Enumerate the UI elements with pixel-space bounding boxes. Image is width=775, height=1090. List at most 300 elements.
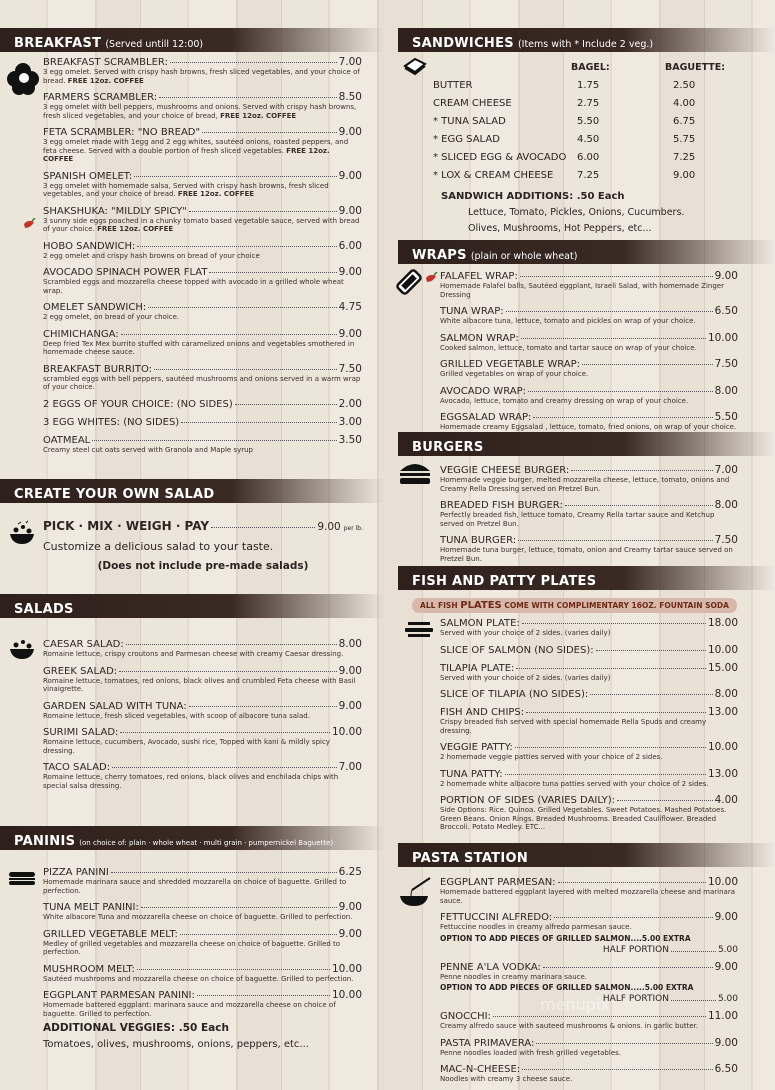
sandwich-row — [433, 116, 753, 134]
item-name: OMELET SANDWICH: — [43, 302, 147, 313]
menu-item — [440, 688, 738, 700]
half-portion — [440, 945, 738, 955]
dot-leader — [119, 671, 336, 672]
item-name: PIZZA PANINI — [43, 867, 109, 878]
item-name: PORTION OF SIDES (VARIES DAILY): — [440, 795, 615, 806]
item-description — [440, 629, 738, 638]
menu-item — [440, 741, 738, 762]
item-price: 9.00 — [338, 266, 362, 278]
dot-leader — [536, 1043, 712, 1044]
item-price: 10.00 — [331, 726, 362, 738]
item-price: 7.50 — [714, 358, 738, 370]
burger-icon — [398, 461, 432, 485]
item-price: 7.00 — [714, 464, 738, 476]
item-description — [43, 103, 362, 120]
item-price: 10.00 — [707, 331, 738, 344]
item-description — [440, 718, 738, 735]
menu-item — [440, 706, 738, 735]
banner-text: COME WITH COMPLIMENTARY 16OZ. FOUNTAIN SODA — [504, 601, 729, 610]
item-price: 10.00 — [707, 741, 738, 753]
item-description — [43, 138, 362, 164]
menu-item — [43, 205, 362, 234]
menu-item — [440, 768, 738, 789]
item-name: GRILLED VEGETABLE MELT: — [43, 928, 178, 940]
item-name: BREAKFAST SCRAMBLER: — [43, 57, 168, 68]
item-description — [440, 973, 738, 982]
dot-leader — [189, 706, 337, 707]
description-text: 2 egg omelet and crispy hash browns on bread of your choice — [43, 251, 260, 260]
description-text: 3 egg omelet with bell peppers, mushrooms and onions. Served with crispy hash browns, fresh sliced vegetables, and your choice of bread, — [43, 103, 357, 120]
section-subtitle: (Served untill 12:00) — [105, 39, 204, 50]
dot-leader — [92, 440, 336, 441]
item-description — [43, 677, 362, 694]
item-price: 9.00 — [714, 270, 738, 282]
item-price: 7.00 — [338, 56, 362, 68]
menu-item — [43, 866, 362, 895]
dot-leader — [520, 276, 713, 277]
dot-leader — [518, 540, 712, 541]
item-price: 9.00 — [338, 327, 362, 340]
menu-item — [43, 963, 362, 984]
dot-leader — [515, 747, 706, 748]
menu-item — [43, 363, 362, 392]
menu-item — [440, 305, 738, 326]
item-description — [43, 913, 362, 922]
item-description — [440, 344, 738, 353]
item-name: SPANISH OMELET: — [43, 170, 133, 182]
dot-leader — [533, 417, 712, 418]
item-name: OATMEAL — [43, 434, 91, 446]
item-price: 2.00 — [338, 397, 362, 410]
menu-item — [43, 240, 362, 261]
section-header-wraps — [398, 240, 775, 264]
menu-item — [43, 434, 362, 455]
item-name: CHIMICHANGA: — [43, 328, 119, 340]
item-description — [440, 674, 738, 683]
section-title: BREAKFAST — [14, 36, 102, 51]
menu-item — [440, 662, 738, 683]
fried-egg-icon — [6, 62, 40, 96]
sandwich-name: BUTTER — [433, 80, 473, 91]
item-description — [440, 370, 738, 379]
item-price: 8.00 — [714, 499, 738, 511]
item-name: FARMERS SCRAMBLER: — [43, 92, 158, 103]
description-text: 3 egg omelet made with 1egg and 2 egg whites, sautéed onions, roasted peppers, and feta cheese. Served with a double portion of fresh sliced vegetables. — [43, 138, 349, 155]
item-name: PASTA PRIMAVERA: — [440, 1037, 535, 1049]
item-price: 8.50 — [338, 91, 362, 103]
section-header-salads — [0, 594, 385, 618]
section-subtitle: (Items with * Include 2 veg.) — [517, 39, 654, 50]
item-option: OPTION TO ADD PIECES OF GRILLED SALMON.....5.00 EXTRA — [440, 983, 694, 992]
item-price: 9.00 — [338, 927, 362, 940]
description-text: Penne noodles loaded with fresh grilled vegetables. — [440, 1048, 621, 1057]
item-price: 7.00 — [338, 761, 362, 773]
item-note: FREE 12oz. COFFEE — [43, 146, 330, 163]
salads-items — [43, 638, 362, 796]
menu-item — [440, 358, 738, 379]
item-description — [440, 888, 738, 905]
baguette-price: 9.00 — [673, 170, 696, 181]
dot-leader — [148, 307, 336, 308]
item-price: 13.00 — [707, 767, 738, 780]
menu-item — [43, 170, 362, 199]
item-name: GNOCCHI: — [440, 1011, 491, 1022]
dot-leader — [189, 211, 337, 212]
dot-leader — [528, 391, 713, 392]
banner-text: ALL FISH — [420, 601, 458, 610]
section-title: BURGERS — [412, 440, 484, 455]
item-price: 10.00 — [331, 989, 362, 1001]
section-header-pasta — [398, 843, 775, 867]
sandwich-name: CREAM CHEESE — [433, 98, 512, 109]
item-name: TUNA PATTY: — [440, 768, 503, 780]
item-description — [440, 282, 738, 299]
item-description — [440, 317, 738, 326]
description-text: 2 homemade white albacore tuna patties served with your choice of 2 sides. — [440, 779, 709, 788]
baguette-price: 6.75 — [673, 116, 696, 127]
description-text: White albacore Tuna and mozzarella cheese on choice of baguette. Grilled to perfection. — [43, 913, 353, 921]
dot-leader — [159, 97, 336, 98]
item-name: SLICE OF TILAPIA (NO SIDES): — [440, 689, 589, 700]
dot-leader — [235, 404, 337, 405]
sandwich-row — [433, 80, 753, 98]
item-price: 8.00 — [714, 384, 738, 397]
description-text: 3 egg omelet. Served with crispy hash browns, fresh sliced vegetables, and your choice of bread. — [43, 68, 360, 85]
item-price: 7.50 — [338, 362, 362, 375]
menu-item — [43, 726, 362, 755]
section-title: FISH AND PATTY PLATES — [412, 574, 597, 589]
baguette-price: 4.00 — [673, 98, 696, 109]
paninis-body — [43, 866, 362, 1050]
item-description — [43, 878, 362, 895]
section-header-create-salad — [0, 479, 385, 503]
dot-leader — [180, 934, 337, 935]
menu-item — [43, 901, 362, 922]
description-text: Grilled vegetables on wrap of your choice. — [440, 370, 589, 378]
description-text: 2 egg omelet, on bread of your choice. — [43, 313, 180, 321]
item-name: BREAKFAST BURRITO: — [43, 363, 153, 375]
item-description — [43, 340, 362, 357]
item-price: 6.50 — [714, 305, 738, 317]
item-name: FETTUCCINI ALFREDO: — [440, 912, 553, 923]
description-text: scrambled eggs with bell peppers, sautéed mushrooms and onions served in a warm wrap of your choice. — [43, 374, 361, 391]
menu-item — [440, 464, 738, 493]
item-price: 9.00 — [714, 960, 738, 973]
bagel-price: 6.00 — [577, 152, 600, 163]
item-price: 3.00 — [338, 415, 362, 428]
item-description — [43, 217, 362, 234]
create-salad-body — [43, 519, 363, 572]
item-price: 15.00 — [707, 661, 738, 674]
item-price: 9.00 — [338, 169, 362, 182]
item-description — [43, 1001, 362, 1018]
item-name: GRILLED VEGETABLE WRAP: — [440, 359, 580, 370]
item-price: 18.00 — [707, 617, 738, 629]
item-description — [43, 940, 362, 957]
item-description — [440, 423, 738, 432]
menu-item — [440, 385, 738, 406]
menu-item — [43, 989, 362, 1018]
item-name: SALMON WRAP: — [440, 332, 519, 344]
item-name: EGGPLANT PARMESAN: — [440, 877, 556, 888]
dot-leader — [505, 774, 706, 775]
item-price: 10.00 — [707, 643, 738, 656]
sandwich-row — [433, 134, 753, 152]
item-price: 4.75 — [338, 301, 362, 313]
description-text: Homemade tuna burger, lettuce, tomato, onion and Creamy tartar sauce served on Pretzel Bun. — [440, 546, 733, 563]
item-description — [440, 476, 738, 493]
breakfast-items — [43, 56, 362, 460]
item-name: SLICE OF SALMON (NO SIDES): — [440, 644, 594, 656]
menu-item — [440, 876, 738, 905]
dot-leader — [181, 422, 336, 423]
item-name: GARDEN SALAD WITH TUNA: — [43, 700, 187, 712]
description-text: Medley of grilled vegetables and mozzarella cheese on choice of baguette. Grilled to perfection. — [43, 939, 341, 956]
salad-bowl-icon — [8, 635, 36, 661]
dot-leader — [141, 907, 337, 908]
description-text: Homemade battered eggplant layered with melted mozzarella cheese and marinara sauce. — [440, 888, 735, 905]
item-price: 11.00 — [707, 1010, 738, 1022]
watermark: menupix — [540, 995, 610, 1014]
dot-leader — [516, 668, 706, 669]
item-name: CAESAR SALAD: — [43, 639, 124, 650]
item-price: 3.50 — [338, 433, 362, 446]
description-text: Creamy alfredo sauce with sauteed mushrooms & onions. in garlic butter. — [440, 1022, 699, 1030]
dot-leader — [170, 62, 337, 63]
create-salad-description: Customize a delicious salad to your taste. — [43, 540, 274, 553]
dot-leader — [590, 694, 712, 695]
item-note: FREE 12oz. COFFEE — [67, 76, 144, 85]
sandwich-additions-title: SANDWICH ADDITIONS: .50 Each — [441, 191, 625, 202]
menu-item — [43, 301, 362, 322]
description-text: 3 sunny side eggs poached in a chunky tomato based vegetable sauce, served with bread of your choice. — [43, 216, 360, 233]
banner-emphasis: PLATES — [460, 600, 502, 611]
chili-pepper-icon — [22, 218, 36, 230]
sandwich-name: * SLICED EGG & AVOCADO — [433, 152, 567, 163]
item-name: FETA SCRAMBLER: "NO BREAD" — [43, 127, 201, 138]
item-name: EGGPLANT PARMESAN PANINI: — [43, 990, 195, 1001]
menu-item — [440, 411, 738, 432]
menu-item — [440, 270, 738, 299]
price-unit: per lb. — [343, 525, 363, 532]
item-description — [43, 773, 362, 790]
item-name: SHAKSHUKA: "MILDLY SPICY" — [43, 205, 187, 217]
plates-icon — [405, 622, 433, 638]
item-name: TUNA BURGER: — [440, 535, 517, 546]
menu-item — [440, 534, 738, 563]
description-text: Homemade battered eggplant: marinara sauce and mozzarella cheese on choice of baguette. Grilled to perfection. — [43, 1001, 336, 1018]
paninis-items — [43, 866, 362, 1018]
item-price: 6.50 — [714, 1063, 738, 1075]
dot-leader — [126, 644, 337, 645]
menu-item — [440, 794, 738, 832]
item-price: 13.00 — [707, 706, 738, 718]
dot-leader — [506, 311, 713, 312]
item-name: BREADED FISH BURGER: — [440, 500, 563, 511]
additions-list: Tomatoes, olives, mushrooms, onions, peppers, etc... — [43, 1039, 309, 1050]
item-name: 3 EGG WHITES: (NO SIDES) — [43, 416, 180, 428]
menu-item — [43, 126, 362, 164]
description-text: Crispy breaded fish served with special homemade Rella Spuds and creamy dressing. — [440, 718, 707, 735]
section-title: CREATE YOUR OWN SALAD — [14, 487, 215, 502]
description-text: Avocado, lettuce, tomato and creamy dressing on wrap of your choice. — [440, 396, 689, 405]
section-header-breakfast — [0, 28, 385, 52]
dot-leader — [120, 732, 330, 733]
description-text: Homemade Falafel balls, Sautéed eggplant, Israeli Salad, with homemade Zinger Dressing — [440, 282, 724, 299]
fish-promo-banner — [412, 598, 737, 613]
menu-item — [43, 700, 362, 721]
item-name: TACO SALAD: — [43, 762, 111, 773]
description-text: Romaine lettuce, fresh sliced vegetables, with scoop of albacore tuna salad. — [43, 711, 310, 720]
item-description — [440, 1049, 738, 1058]
dot-leader — [121, 334, 337, 335]
half-portion-price: 5.00 — [717, 994, 738, 1004]
item-description — [440, 1075, 738, 1084]
dot-leader — [202, 132, 337, 133]
half-portion-price: 5.00 — [717, 944, 738, 955]
dot-leader — [558, 882, 706, 883]
sandwich-row — [433, 98, 753, 116]
item-price: 9.00 — [338, 901, 362, 913]
description-text: Romaine lettuce, tomatoes, red onions, black olives and crumbled Feta cheese with Basil vinaigrette. — [43, 676, 356, 693]
dot-leader — [111, 872, 337, 873]
item-description — [440, 511, 738, 528]
menu-item — [440, 617, 738, 638]
dot-leader — [137, 969, 330, 970]
item-note: FREE 12oz. COFFEE — [97, 225, 174, 233]
pasta-bowl-icon — [398, 876, 432, 908]
menu-item — [43, 928, 362, 957]
sandwich-icon — [403, 56, 427, 76]
dot-leader — [209, 272, 336, 273]
item-description — [440, 1022, 738, 1031]
item-name: PICK · MIX · WEIGH · PAY — [43, 519, 210, 533]
menu-item — [440, 911, 738, 955]
dot-leader — [596, 650, 706, 651]
item-price: 8.00 — [714, 688, 738, 700]
item-name: AVOCADO SPINACH POWER FLAT — [43, 267, 208, 278]
bagel-price: 4.50 — [577, 134, 600, 145]
item-description — [43, 375, 362, 392]
additions-title: ADDITIONAL VEGGIES: .50 Each — [43, 1022, 229, 1034]
menu-item — [43, 91, 362, 120]
item-name: HOBO SANDWICH: — [43, 240, 136, 252]
dot-leader — [522, 623, 706, 624]
dot-leader — [522, 1069, 712, 1070]
baguette-price: 5.75 — [673, 134, 696, 145]
item-name: PENNE A'LA VODKA: — [440, 961, 541, 973]
menu-item — [43, 665, 362, 694]
description-text: Homemade marinara sauce and shredded mozzarella on choice of baguette. Grilled to perfection. — [43, 878, 347, 895]
section-title: SANDWICHES — [412, 36, 514, 51]
item-name: MUSHROOM MELT: — [43, 963, 135, 975]
item-note: FREE 12oz. COFFEE — [220, 111, 297, 120]
menu-item — [43, 761, 362, 790]
menu-item — [440, 644, 738, 656]
description-text: Creamy steel cut oats served with Granola and Maple syrup — [43, 445, 253, 454]
item-name: AVOCADO WRAP: — [440, 385, 526, 397]
section-title: PASTA STATION — [412, 851, 529, 866]
item-price: 10.00 — [331, 962, 362, 975]
item-price: 7.50 — [714, 534, 738, 546]
item-name: MAC-N-CHEESE: — [440, 1064, 521, 1075]
section-subtitle: (on choice of: plain · whole wheat · multi grain · pumpernickel Baguette) — [79, 839, 334, 847]
sandwich-name: * LOX & CREAM CHEESE — [433, 170, 554, 181]
section-header-burgers — [398, 432, 775, 456]
section-title: PANINIS — [14, 834, 76, 849]
item-note: FREE 12oz. COFFEE — [177, 190, 255, 198]
menu-item — [43, 398, 362, 410]
item-price: 8.00 — [338, 638, 362, 650]
item-name: EGGSALAD WRAP: — [440, 412, 532, 423]
item-price: 10.00 — [707, 876, 738, 888]
item-description — [43, 650, 362, 659]
sandwich-name: * EGG SALAD — [433, 134, 500, 145]
menu-item — [440, 1037, 738, 1058]
wrap-icon — [396, 268, 422, 296]
description-text: Romaine lettuce, cucumbers, Avocado, sushi rice, Topped with kani & mildly spicy dressing. — [43, 738, 330, 755]
item-name: 2 EGGS OF YOUR CHOICE: (NO SIDES) — [43, 398, 233, 410]
item-description — [43, 68, 362, 85]
description-text: White albacore tuna, lettuce, tomato and pickles on wrap of your choice. — [440, 317, 696, 325]
item-description — [43, 712, 362, 721]
item-description — [43, 313, 362, 322]
wraps-items — [440, 270, 738, 438]
section-subtitle: (plain or whole wheat) — [470, 251, 578, 262]
item-name: GREEK SALAD: — [43, 665, 118, 677]
item-price: 9.00 — [317, 521, 341, 533]
item-price: 9.00 — [338, 699, 362, 712]
description-text: Perfectly breaded fish, lettuce tomato, Creamy Rella tartar sauce and Ketchup served on Pretzel Bun. — [440, 511, 715, 528]
bagel-price: 5.50 — [577, 116, 600, 127]
description-text: Served with your choice of 2 sides. (varies daily) — [440, 629, 611, 637]
dot-leader — [521, 338, 706, 339]
description-text: Served with your choice of 2 sides. (varies daily) — [440, 673, 611, 682]
item-name: TILAPIA PLATE: — [440, 662, 515, 674]
dot-leader — [112, 767, 336, 768]
burgers-items — [440, 464, 738, 569]
description-text: 3 egg omelet with homemade salsa, Served with crispy hash browns, fresh sliced vegetables, and your choice of bread. — [43, 181, 329, 198]
description-text: Sautéed mushrooms and mozzarella cheese on choice of baguette. Grilled to perfection. — [43, 974, 354, 983]
description-text: Romaine lettuce, cherry tomatoes, red onions, black olives and enchilada chips with special salsa dressing. — [43, 773, 339, 790]
section-header-paninis — [0, 826, 385, 850]
item-description — [43, 975, 362, 984]
fish-items — [440, 617, 738, 838]
description-text: Scrambled eggs and mozzarella cheese topped with avocado in a grilled whole wheat wrap. — [43, 278, 344, 295]
description-text: Homemade creamy Eggsalad , lettuce, tomato, fried onions, on wrap of your choice. — [440, 423, 737, 431]
salad-bowl-icon — [8, 520, 36, 546]
description-text: Cooked salmon, lettuce, tomato and tartar sauce on wrap of your choice. — [440, 343, 697, 352]
column-header-baguette: BAGUETTE: — [665, 62, 726, 73]
item-name: FISH AND CHIPS: — [440, 707, 525, 718]
item-price: 5.50 — [714, 411, 738, 423]
item-description — [43, 182, 362, 199]
menu-item — [43, 416, 362, 428]
half-portion-label: HALF PORTION — [602, 944, 669, 955]
dot-leader — [571, 470, 712, 471]
menu-item — [440, 1063, 738, 1084]
item-description — [440, 923, 738, 932]
item-price: 9.00 — [338, 664, 362, 677]
panini-icon — [8, 870, 36, 886]
section-header-sandwiches — [398, 28, 775, 52]
dot-leader — [526, 712, 706, 713]
item-name: TUNA WRAP: — [440, 306, 504, 317]
description-text: Side Options: Rice. Quinoa. Grilled Vegetables. Sweet Potatoes. Mashed Potatoes. Green Beans. Onion Rings. Breaded Mushrooms. Breaded Cauliflower. Breaded Broccoli. Potato Medley. ETC... — [440, 806, 727, 831]
item-price: 9.00 — [714, 1036, 738, 1049]
section-title: SALADS — [14, 602, 74, 617]
dot-leader — [554, 917, 712, 918]
